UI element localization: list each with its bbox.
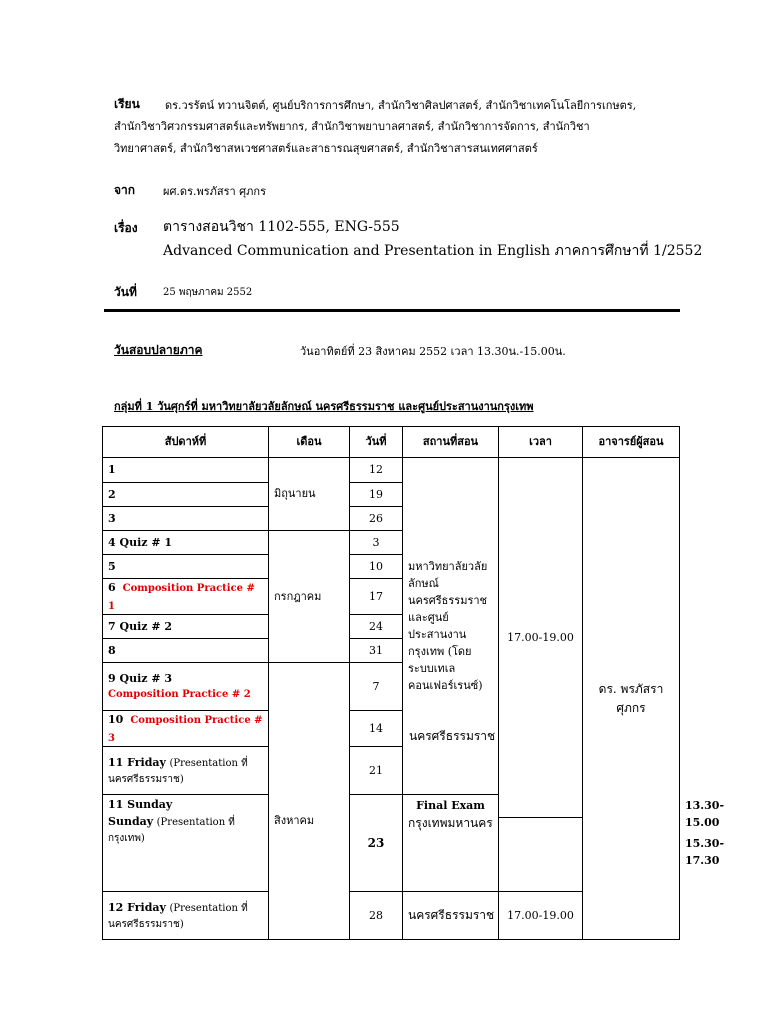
week-note: Composition Practice # 2 [108,689,251,701]
month-cell-june: มิถุนายน [269,458,350,531]
day-cell: 24 [350,615,403,639]
final-exam-cell-label: Final Exam [416,799,485,812]
week-cell: 5 [103,555,269,579]
time-cell-main: 17.00-19.00 [499,458,583,818]
week-label: 9 Quiz # 3 [108,672,173,686]
week-note: (Presentation ที่ [169,758,248,769]
header-day: วันที่ [350,427,403,458]
day-cell: 12 [350,458,403,483]
from-label: จาก [114,183,136,197]
to-line-2: สำนักวิชาวิศวกรรมศาสตร์และทรัพยากร, สำนักวิชาพยาบาลศาสตร์, สำนักวิชาการจัดการ, สำนักวิชา [114,120,590,133]
week-cell [103,892,269,940]
week-note-line: กรุงเทพ) [108,832,145,844]
day-cell: 23 [350,795,403,892]
day-cell: 28 [350,892,403,940]
week-cell: 3 [103,507,269,531]
day-cell: 10 [350,555,403,579]
week-note: (Presentation ที่ [169,903,248,914]
week-note-line: นครศรีธรรมราช) [108,773,184,785]
day-cell: 14 [350,711,403,747]
day-cell: 26 [350,507,403,531]
day-cell: 7 [350,663,403,711]
week-label: 12 Friday [108,901,166,914]
time-cell: 17.00-19.00 [499,892,583,940]
day-cell: 17 [350,579,403,615]
week-number: 10 [108,713,124,726]
location-line: กรุงเทพ (โดย [408,645,472,659]
table-row [103,458,680,483]
week-cell [103,579,269,615]
week-cell: 1 [103,458,269,483]
to-label: เรียน [114,97,140,111]
day-cell: 19 [350,483,403,507]
table-header-row [103,427,680,458]
from-value: ผศ.ดร.พรภัสรา ศุภกร [163,185,266,198]
week-note: (Presentation ที่ [156,817,235,829]
week-cell: 8 [103,639,269,663]
month-cell-july: กรกฎาคม [269,531,350,663]
location-line: มหาวิทยาลัยวลัย [408,559,488,573]
final-exam-label: วันสอบปลายภาค [114,343,203,357]
day-cell: 3 [350,531,403,555]
to-line-3: วิทยาศาสตร์, สำนักวิชาสหเวชศาสตร์และสาธารณสุขศาสตร์, สำนักวิชาสารสนเทศศาสตร์ [114,142,538,155]
final-exam-value: วันอาทิตย์ที่ 23 สิงหาคม 2552 เวลา 13.30น.-15.00น. [300,345,566,358]
table-row: 11 Sunday Sunday (Presentation ที่ กรุงเทพ) 23 Final Exam กรุงเทพมหานคร 13.30-15.00 15.30-17.30 [103,795,680,818]
week-note-line: นครศรีธรรมราช) [108,918,184,930]
week-cell [103,663,269,711]
header-month: เดือน [269,427,350,458]
header-week: สัปดาห์ที่ [103,427,269,458]
location-line: และศูนย์ [408,610,449,624]
location-nakhon-week11: นครศรีธรรมราช [409,729,496,743]
week-cell: 2 [103,483,269,507]
location-line: กรุงเทพมหานคร [408,816,493,831]
location-line: ระบบเทเล [408,662,456,676]
week-cell [103,711,269,747]
to-line-1: ดร.วรรัตน์ ทวานจิตต์, ศูนย์บริการการศึกษา, สำนักวิชาศิลปศาสตร์, สำนักวิชาเทคโนโลยีการเกษตร, [165,99,637,112]
day-cell: 31 [350,639,403,663]
location-line: คอนเฟอร์เรนซ์) [408,679,483,693]
location-cell-exam [403,795,499,892]
week-cell: 4 Quiz # 1 [103,531,269,555]
location-line: ประสานงาน [408,628,467,641]
subject-line-2: Advanced Communication and Presentation in English ภาคการศึกษาที่ 1/2552 [163,243,703,259]
week-note: Composition Practice # 1 [108,583,255,612]
header-instructor: อาจารย์ผู้สอน [583,427,680,458]
day-cell: 21 [350,747,403,795]
group-heading: กลุ่มที่ 1 วันศุกร์ที่ มหาวิทยาลัยวลัยลักษณ์ นครศรีธรรมราช และศูนย์ประสานงานกรุงเทพ [114,400,534,413]
date-label: วันที่ [114,285,137,299]
date-value: 25 พฤษภาคม 2552 [163,287,253,298]
week-cell [103,747,269,795]
week-label: 11 Sunday [108,798,173,811]
week-cell: 7 Quiz # 2 [103,615,269,639]
subject-label: เรื่อง [114,221,138,235]
location-line: ลักษณ์ [408,576,439,590]
schedule-table [102,426,725,940]
month-cell-august: สิงหาคม [269,663,350,940]
header-time: เวลา [499,427,583,458]
header-location: สถานที่สอน [403,427,499,458]
location-cell: นครศรีธรรมราช [403,892,499,940]
subject-line-1: ตารางสอนวิชา 1102-555, ENG-555 [163,219,400,235]
location-line: นครศรีธรรมราช [408,593,488,607]
week-label: 11 Friday [108,756,166,769]
week-number: 6 [108,581,116,594]
week-cell [103,795,269,892]
week-note: Composition Practice # 3 [108,715,263,744]
header-divider [104,309,680,312]
week-label: Sunday [108,815,154,829]
instructor-cell: ดร. พรภัสรา ศุภกร [583,458,680,940]
